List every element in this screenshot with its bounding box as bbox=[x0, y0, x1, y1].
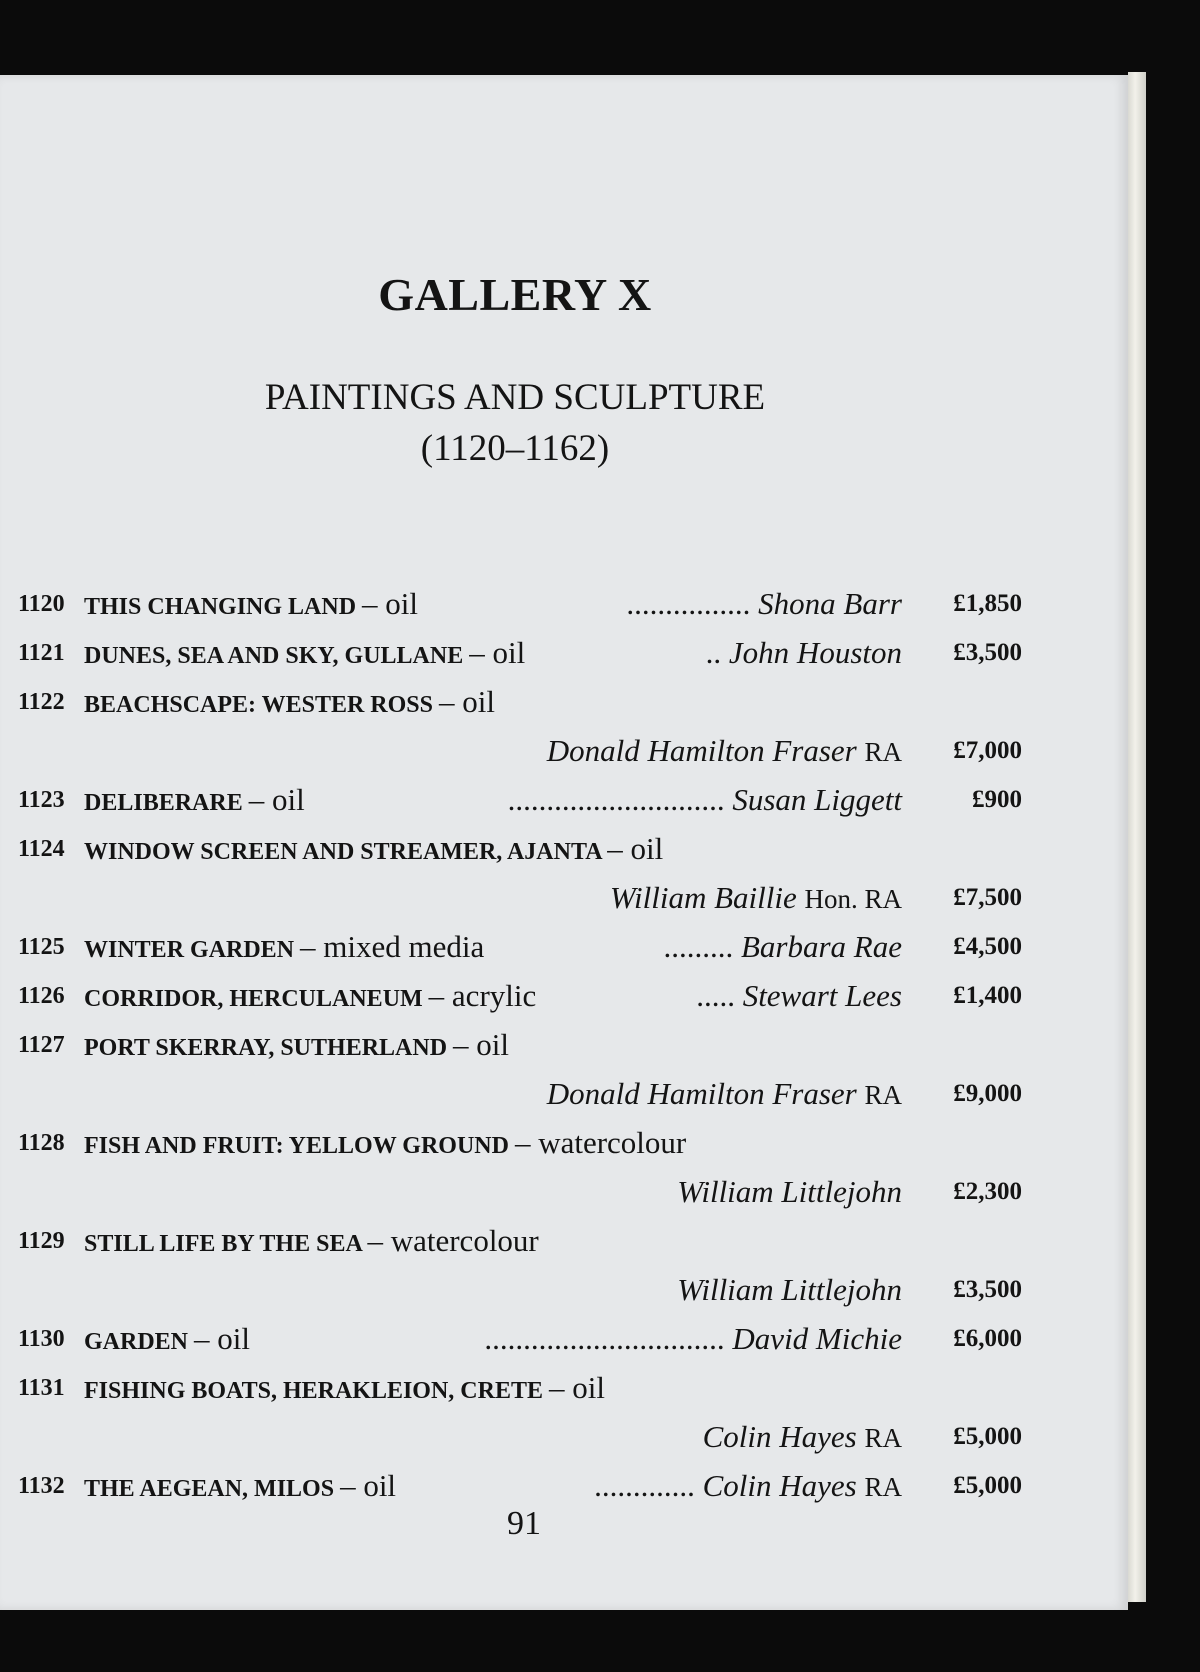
entry-artist bbox=[610, 878, 902, 919]
entry-artist bbox=[594, 1466, 902, 1507]
catalogue-entry bbox=[18, 1123, 1022, 1163]
entry-price: £5,000 bbox=[953, 1423, 1022, 1450]
catalogue-entry bbox=[18, 927, 1022, 967]
entry-medium: – oil bbox=[607, 831, 664, 866]
artist-name: Donald Hamilton Fraser bbox=[546, 1076, 857, 1111]
catalogue-entry-continuation bbox=[18, 1074, 1022, 1114]
artist-name: Susan Liggett bbox=[732, 782, 902, 817]
leader-dots: ............................... bbox=[484, 1321, 725, 1356]
entry-title bbox=[84, 1466, 396, 1509]
artist-honours: RA bbox=[864, 737, 902, 767]
entry-price: £4,500 bbox=[953, 933, 1022, 960]
catalogue-entry-continuation bbox=[18, 731, 1022, 771]
entry-number: 1120 bbox=[18, 591, 65, 617]
entry-number: 1122 bbox=[18, 689, 65, 715]
entry-number: 1125 bbox=[18, 934, 65, 960]
entry-title-text: PORT SKERRAY, SUTHERLAND bbox=[84, 1035, 448, 1061]
entry-price: £7,000 bbox=[953, 737, 1022, 764]
catalogue-entry bbox=[18, 682, 1022, 722]
leader-dots: ..... bbox=[696, 978, 735, 1013]
artist-honours: RA bbox=[864, 1423, 902, 1453]
artist-name: William Baillie bbox=[609, 880, 797, 915]
entry-medium: – oil bbox=[469, 635, 526, 670]
catalogue-entry bbox=[18, 584, 1022, 624]
entry-artist bbox=[677, 1172, 902, 1212]
entry-medium: – oil bbox=[248, 782, 305, 817]
entry-medium: – oil bbox=[453, 1027, 510, 1062]
entry-title-text: STILL LIFE BY THE SEA bbox=[84, 1231, 362, 1257]
entry-number: 1131 bbox=[18, 1375, 65, 1401]
artist-name: Colin Hayes bbox=[702, 1419, 857, 1454]
entry-number: 1127 bbox=[18, 1032, 65, 1058]
leader-dots: .. bbox=[705, 635, 722, 670]
artist-name: Shona Barr bbox=[758, 586, 902, 621]
entry-medium: – oil bbox=[549, 1370, 605, 1405]
entry-artist bbox=[677, 1270, 902, 1310]
entry-title bbox=[84, 976, 536, 1019]
leader-dots: ............................ bbox=[507, 782, 725, 817]
entry-title-text: DELIBERARE bbox=[84, 790, 243, 816]
entry-title-text: DUNES, SEA AND SKY, GULLANE bbox=[84, 643, 464, 669]
entry-medium: – oil bbox=[194, 1321, 250, 1356]
entry-price: £3,500 bbox=[953, 639, 1022, 666]
entry-title-text: FISHING BOATS, HERAKLEION, CRETE bbox=[84, 1378, 543, 1404]
catalogue-entry bbox=[18, 780, 1022, 820]
catalogue-entry bbox=[18, 1319, 1022, 1359]
artist-name: Stewart Lees bbox=[742, 978, 902, 1013]
entry-medium: – oil bbox=[438, 684, 495, 719]
entry-title-text: BEACHSCAPE: WESTER ROSS bbox=[84, 692, 433, 718]
artist-honours: RA bbox=[864, 1080, 902, 1110]
entry-artist bbox=[547, 1074, 902, 1115]
catalogue-entry bbox=[18, 1025, 1022, 1065]
artist-name: Colin Hayes bbox=[702, 1468, 857, 1503]
entry-title-text: CORRIDOR, HERCULANEUM bbox=[84, 986, 423, 1012]
book-page-edge bbox=[1128, 72, 1146, 1602]
entry-number: 1128 bbox=[18, 1130, 65, 1156]
page-number: 91 bbox=[507, 1505, 541, 1542]
entry-medium: – mixed media bbox=[300, 929, 485, 964]
catalogue-entry-continuation bbox=[18, 1417, 1022, 1457]
entry-title bbox=[84, 1319, 250, 1362]
artist-name: Donald Hamilton Fraser bbox=[546, 733, 857, 768]
artist-name: Barbara Rae bbox=[740, 929, 902, 964]
entry-title-text: WINTER GARDEN bbox=[84, 937, 295, 963]
catalogue-entry bbox=[18, 1466, 1022, 1506]
entry-price: £2,300 bbox=[953, 1178, 1022, 1205]
catalogue-entry bbox=[18, 1221, 1022, 1261]
entry-medium: – acrylic bbox=[428, 978, 537, 1013]
entry-artist bbox=[706, 633, 902, 673]
entry-title-text: GARDEN bbox=[84, 1329, 189, 1355]
entry-medium: – oil bbox=[362, 586, 419, 621]
artist-name: William Littlejohn bbox=[677, 1174, 902, 1209]
artist-name: William Littlejohn bbox=[677, 1272, 902, 1307]
page-content bbox=[0, 75, 1128, 1610]
catalogue-entry bbox=[18, 633, 1022, 673]
catalogue-number-range: (1120–1162) bbox=[420, 428, 610, 469]
entry-price: £3,500 bbox=[953, 1276, 1022, 1303]
artist-name: John Houston bbox=[728, 635, 902, 670]
entry-title bbox=[84, 1123, 686, 1166]
entry-number: 1129 bbox=[18, 1228, 65, 1254]
entry-number: 1130 bbox=[18, 1326, 65, 1352]
entry-title bbox=[84, 1368, 605, 1411]
entry-title bbox=[84, 1221, 539, 1264]
catalogue-entry bbox=[18, 1368, 1022, 1408]
entry-number: 1132 bbox=[18, 1473, 65, 1499]
artist-honours: Hon. RA bbox=[804, 884, 902, 914]
catalogue-entry-continuation bbox=[18, 878, 1022, 918]
catalogue-entry bbox=[18, 829, 1022, 869]
entry-title bbox=[84, 829, 663, 872]
artist-name: David Michie bbox=[732, 1321, 902, 1356]
entry-artist bbox=[703, 1417, 902, 1458]
entry-title bbox=[84, 633, 525, 676]
entry-title bbox=[84, 1025, 509, 1068]
entry-title-text: THE AEGEAN, MILOS bbox=[84, 1476, 335, 1502]
entry-artist bbox=[547, 731, 902, 772]
catalogue-entry-continuation bbox=[18, 1172, 1022, 1212]
entry-artist bbox=[696, 976, 902, 1016]
entry-medium: – oil bbox=[340, 1468, 397, 1503]
entry-title bbox=[84, 682, 495, 725]
entry-price: £5,000 bbox=[953, 1472, 1022, 1499]
entry-medium: – watercolour bbox=[367, 1223, 539, 1258]
catalogue-page bbox=[0, 75, 1128, 1610]
entry-artist bbox=[484, 1319, 902, 1359]
entry-title bbox=[84, 780, 305, 823]
leader-dots: ......... bbox=[663, 929, 734, 964]
entry-artist bbox=[508, 780, 902, 820]
entry-title-text: FISH AND FRUIT: YELLOW GROUND bbox=[84, 1133, 509, 1159]
entry-artist bbox=[663, 927, 902, 967]
entry-price: £1,400 bbox=[953, 982, 1022, 1009]
entry-number: 1121 bbox=[18, 640, 65, 666]
entry-price: £7,500 bbox=[953, 884, 1022, 911]
leader-dots: ............. bbox=[594, 1468, 695, 1503]
artist-honours: RA bbox=[864, 1472, 902, 1502]
entry-title-text: THIS CHANGING LAND bbox=[84, 594, 357, 620]
entry-medium: – watercolour bbox=[514, 1125, 687, 1160]
entry-title bbox=[84, 927, 484, 970]
gallery-title: GALLERY X bbox=[378, 269, 652, 320]
leader-dots: ................ bbox=[626, 586, 751, 621]
entry-number: 1123 bbox=[18, 787, 65, 813]
entry-title-text: WINDOW SCREEN AND STREAMER, AJANTA bbox=[84, 839, 602, 865]
entry-artist bbox=[626, 584, 902, 624]
entry-price: £9,000 bbox=[953, 1080, 1022, 1107]
entry-number: 1124 bbox=[18, 836, 65, 862]
entry-price: £900 bbox=[972, 786, 1022, 813]
entry-number: 1126 bbox=[18, 983, 65, 1009]
entry-price: £6,000 bbox=[953, 1325, 1022, 1352]
entry-price: £1,850 bbox=[953, 590, 1022, 617]
catalogue-entry-continuation bbox=[18, 1270, 1022, 1310]
entry-title bbox=[84, 584, 418, 627]
catalogue-entry bbox=[18, 976, 1022, 1016]
section-subtitle: PAINTINGS AND SCULPTURE bbox=[264, 377, 766, 418]
